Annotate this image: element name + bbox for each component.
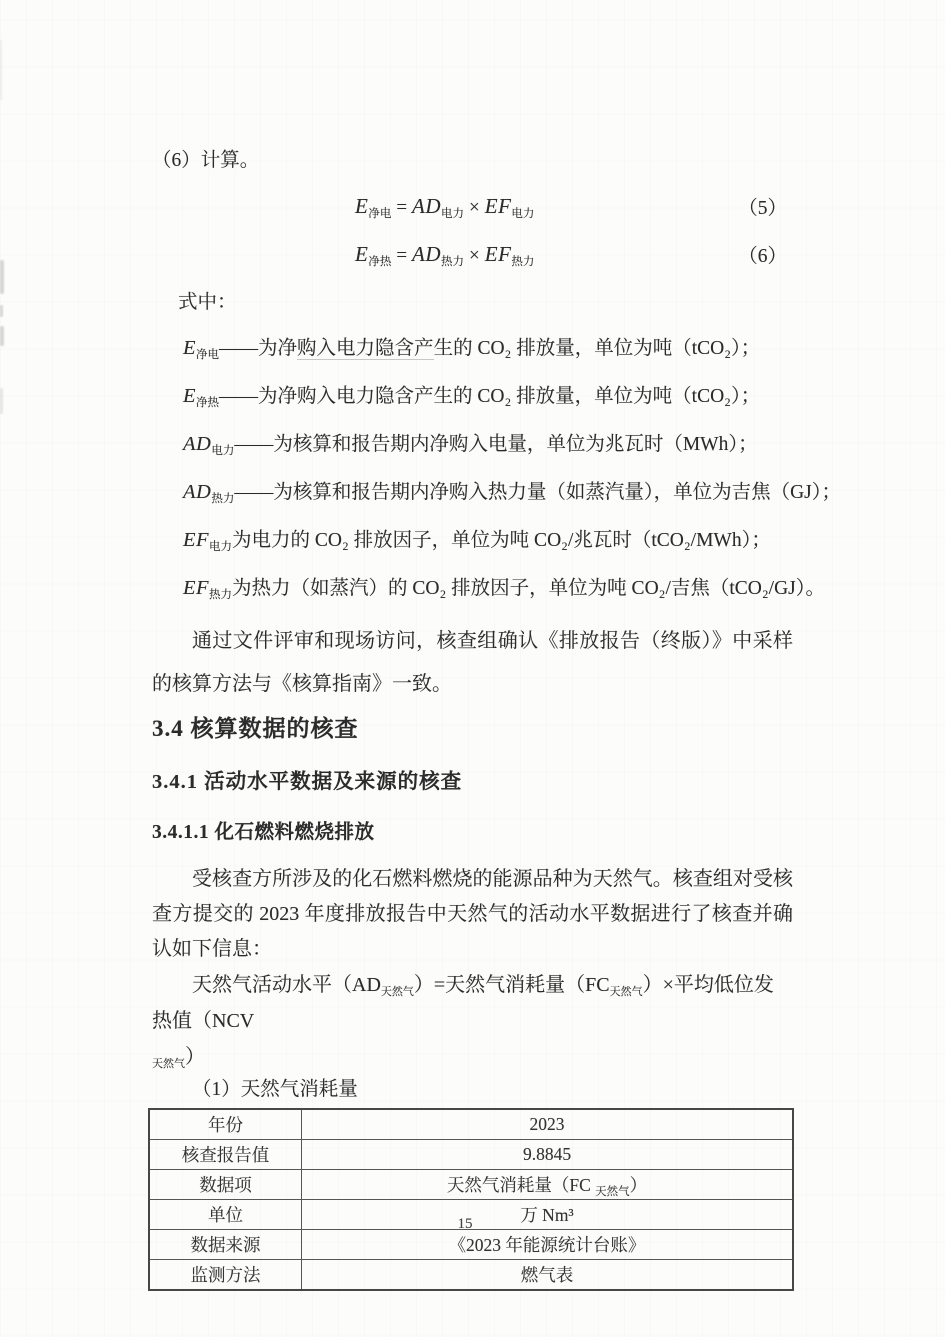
symbol-subscript: 净电 [196,349,220,361]
equation-term: E [355,193,369,218]
formula-subscript: 天然气 [152,1058,185,1070]
table-value-cell: 万 Nm³ [302,1200,794,1230]
equation-term: EF [484,193,512,218]
equals-sign: = [396,244,408,266]
equation-subscript: 热力 [511,255,535,268]
definition-text: ——为净 [219,338,298,359]
definition-line-e-net-electricity [183,333,793,364]
table-label-cell: 单位 [149,1200,302,1230]
definition-line-e-net-heat [183,381,793,412]
calc-step-label: （6）计算。 [152,150,260,171]
formula-subscript: 天然气 [380,986,414,998]
equation-subscript: 电力 [441,207,465,220]
equation-6 [152,238,793,270]
table-label-cell: 核查报告值 [149,1140,302,1170]
equation-subscript: 净热 [368,255,392,268]
paragraph-fossil-fuel-intro: 受核查方所涉及的化石燃料燃烧的能源品种为天然气。核查组对受核查方提交的 2023 年度排放报告中天然气的活动水平数据进行了核查并确认如下信息： [152,868,793,960]
subsection-heading-3-4-1: 3.4.1 活动水平数据及来源的核查 [152,771,463,793]
equation-5 [152,190,793,222]
formula-text: ）=天然气消耗量（FC [413,974,610,996]
definition-line-ef-heat [183,573,826,604]
table-label-cell: 数据来源 [149,1230,302,1260]
symbol-subscript: 热力 [211,493,235,505]
table-value-cell: 《2023 年能源统计台账》 [302,1230,794,1260]
definition-text: ——为核算和报告期内净购入热力量（如蒸汽量），单位为吉焦（GJ）； [234,482,841,503]
table-label-cell: 监测方法 [149,1260,302,1291]
formula-text: ）×平均低位发热值（NCV [152,974,774,1032]
table-value-cell: 燃气表 [302,1260,794,1291]
section-heading-3-4: 3.4 核算数据的核查 [152,716,359,741]
symbol: EF [183,529,210,551]
formula-subscript: 天然气 [609,986,643,998]
scan-artifact [0,305,3,317]
equation-6-expression [355,242,534,267]
definition-line-ad-electricity [183,429,793,460]
table-row-data-item [149,1170,793,1200]
table-row-monitoring-method [149,1260,793,1291]
paragraph-verification-conclusion: 通过文件评审和现场访问，核查组确认《排放报告（终版）》中采样的核算方法与《核算指南》一致。 [152,630,793,695]
table-label-cell: 数据项 [149,1170,302,1200]
table-caption-natural-gas-consumption: （1）天然气消耗量 [192,1079,358,1100]
scan-artifact [0,40,2,100]
equation-subscript: 热力 [441,255,465,268]
symbol: E [183,385,197,407]
table-row-year [149,1109,793,1140]
equation-5-number: （5） [738,198,787,219]
equation-subscript: 净电 [368,207,392,220]
symbol: AD [183,433,212,455]
subsubsection-heading-3-4-1-1: 3.4.1.1 化石燃料燃烧排放 [152,822,375,843]
where-label: 式中： [178,292,237,313]
equation-6-number: （6） [738,246,787,267]
equation-term: EF [484,241,512,266]
equation-subscript: 电力 [511,207,535,220]
symbol-subscript: 电力 [211,445,235,457]
definition-text: 生的 CO₂ 排放量，单位为吨（tCO₂）； [433,338,761,359]
formula-text: ） [185,1046,205,1068]
symbol-subscript: 电力 [209,541,233,553]
symbol-subscript: 热力 [209,589,233,601]
definition-text: ——为净购入电力隐含产生的 CO₂ 排放量，单位为吨（tCO₂）； [219,386,761,407]
table-row-data-source [149,1230,793,1260]
equation-term: E [355,241,369,266]
definition-text: 为电力的 CO₂ 排放因子，单位为吨 CO₂/兆瓦时（tCO₂/MWh）； [232,530,771,551]
symbol-subscript: 净热 [196,397,220,409]
scan-artifact [0,388,3,414]
definition-line-ef-electricity [183,525,793,556]
formula-text: 天然气活动水平（AD [192,974,381,996]
multiply-sign: × [469,196,480,218]
definition-text: 为热力（如蒸汽）的 CO₂ 排放因子，单位为吨 CO₂/吉焦（tCO₂/GJ）。 [232,578,826,599]
scan-artifact [0,260,4,294]
table-value-cell: 9.8845 [302,1140,794,1170]
scan-artifact [0,326,4,346]
symbol: E [183,337,197,359]
natural-gas-consumption-table [148,1108,794,1291]
table-value-text: 天然气消耗量（FC [446,1175,596,1195]
natural-gas-activity-formula [152,967,793,1075]
table-row-verified-value [149,1140,793,1170]
definition-text: ——为核算和报告期内净购入电量，单位为兆瓦时（MWh）； [234,434,758,455]
table-value-cell [302,1170,794,1200]
table-label-cell: 年份 [149,1109,302,1140]
page-number: 15 [457,1216,473,1232]
equation-term: AD [412,193,442,218]
document-body [152,0,841,1291]
symbol: EF [183,577,210,599]
table-value-subscript: 天然气 [595,1186,630,1198]
table-value-text: ） [629,1175,648,1195]
equation-5-expression [355,194,534,219]
symbol: AD [183,481,212,503]
definition-line-ad-heat [183,477,841,508]
definition-text-underlined: 购入电力隐含产 [297,338,434,359]
table-value-cell: 2023 [302,1109,794,1140]
multiply-sign: × [469,244,480,266]
equals-sign: = [396,196,408,218]
equation-term: AD [412,241,442,266]
